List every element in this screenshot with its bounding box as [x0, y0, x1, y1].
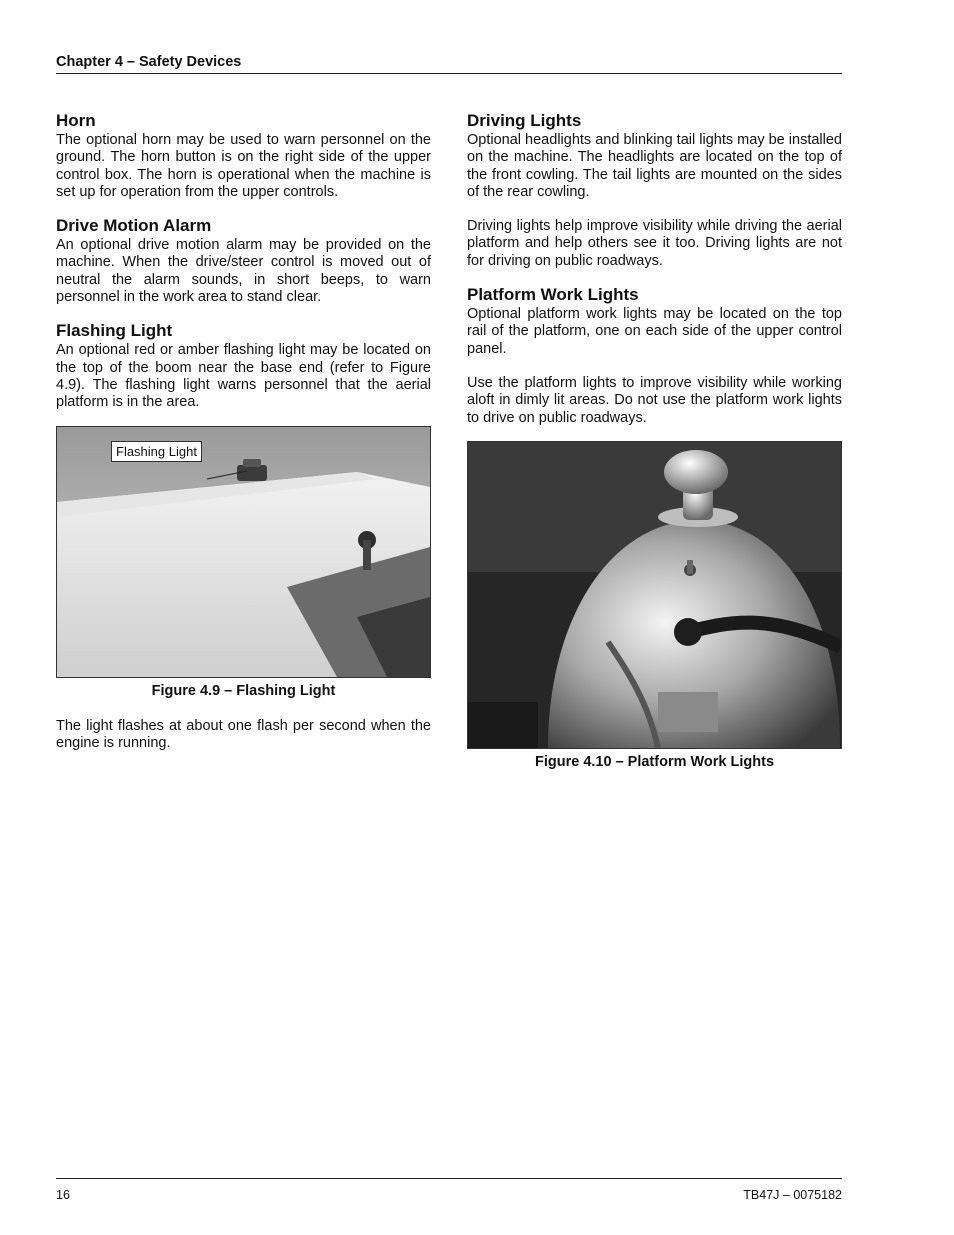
driving-lights-section	[467, 110, 842, 270]
boom-illustration	[57, 427, 430, 677]
drive-alarm-heading: Drive Motion Alarm	[56, 216, 212, 236]
horn-section	[56, 110, 431, 201]
flashing-light-heading: Flashing Light	[56, 321, 173, 341]
horn-heading: Horn	[56, 111, 96, 130]
document-id: TB47J – 0075182	[743, 1188, 842, 1202]
driving-lights-text-2: Driving lights help improve visibility while driving the aerial platform and help others see it too. Driving lights are not for driving on public roadways.	[467, 218, 842, 269]
flashing-light-callout: Flashing Light	[111, 441, 202, 462]
flashing-light-section	[56, 320, 431, 411]
page-footer	[56, 1178, 842, 1202]
drive-alarm-section	[56, 215, 431, 306]
page-number: 16	[56, 1188, 70, 1202]
flashing-light-photo	[56, 426, 431, 678]
platform-lights-heading: Platform Work Lights	[467, 285, 639, 305]
chapter-header: Chapter 4 – Safety Devices	[56, 54, 842, 74]
drive-alarm-text: An optional drive motion alarm may be provided on the machine. When the drive/steer control is moved out of neutral the alarm sounds, in short beeps, to warn personnel in the work area to stand clear.	[56, 237, 431, 306]
platform-lights-section	[467, 284, 842, 427]
work-light-illustration	[468, 442, 841, 748]
platform-lights-text-1: Optional platform work lights may be located on the top rail of the platform, one on each side of the upper control panel.	[467, 306, 842, 357]
right-column	[467, 110, 842, 771]
figure-4-9-caption: Figure 4.9 – Flashing Light	[151, 682, 336, 699]
driving-lights-heading: Driving Lights	[467, 111, 582, 130]
driving-lights-text-1: Optional headlights and blinking tail lights may be installed on the machine. The headlights are located on the top of the front cowling. The tail lights are mounted on the sides of the rear cowling.	[467, 132, 842, 200]
left-column	[56, 110, 431, 766]
platform-lights-text-2: Use the platform lights to improve visibility while working aloft in dimly lit areas. Do not use the platform work lights to drive on public roadways.	[467, 374, 842, 426]
flashing-light-note: The light flashes at about one flash per second when the engine is running.	[56, 717, 431, 751]
platform-work-lights-photo	[467, 441, 842, 749]
horn-text: The optional horn may be used to warn personnel on the ground. The horn button is on the right side of the upper control box. The horn is operational when the machine is set up for operation from the upper controls.	[56, 132, 431, 200]
flashing-light-text: An optional red or amber flashing light may be located on the top of the boom near the base end (refer to Figure 4.9). The flashing light warns personnel that the aerial platform is in the area.	[56, 342, 431, 411]
figure-4-10-caption: Figure 4.10 – Platform Work Lights	[534, 753, 775, 770]
